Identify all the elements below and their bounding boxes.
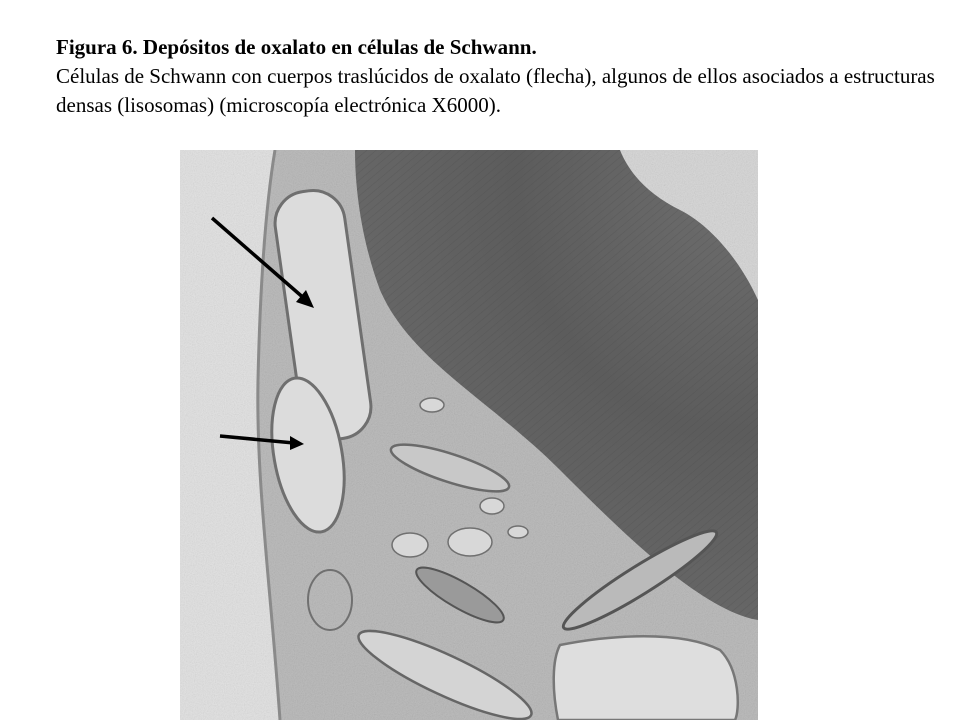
figure-title: Figura 6. Depósitos de oxalato en células de Schwann. [56,35,537,59]
micrograph-image [180,150,758,720]
vesicle [480,498,504,514]
figure-caption [56,33,936,120]
figure-description: Células de Schwann con cuerpos traslúcidos de oxalato (flecha), algunos de ellos asociados a estructuras densas (lisosomas) (microscopía electrónica X6000). [56,64,935,117]
vesicle [392,533,428,557]
electron-micrograph [180,150,758,720]
vesicle [508,526,528,538]
vesicle [448,528,492,556]
lower-vacuole [554,636,738,720]
vesicle [420,398,444,412]
